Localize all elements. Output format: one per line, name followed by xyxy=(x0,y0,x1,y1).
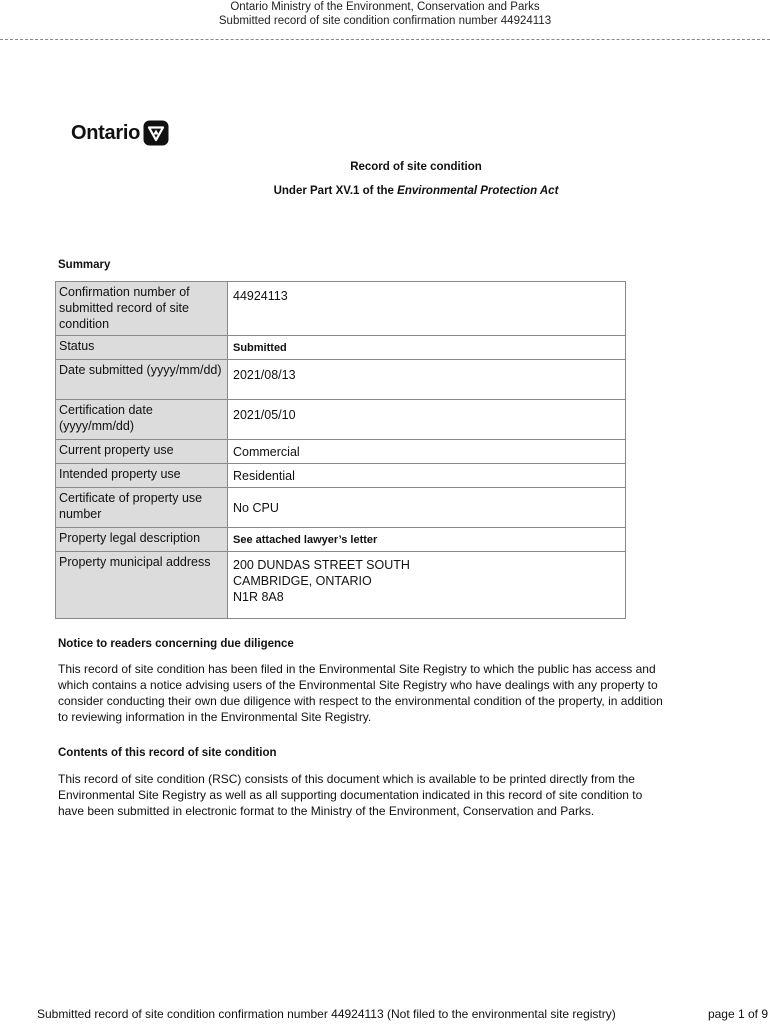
subtitle-act: Environmental Protection Act xyxy=(397,185,559,197)
address-line: CAMBRIDGE, ONTARIO xyxy=(233,574,372,588)
header-confirmation: Submitted record of site condition confirmation number 44924113 xyxy=(218,15,552,27)
contents-body: This record of site condition (RSC) consists of this document which is available to be printed directly from the Environmental Site Registry as well as all supporting documentation indicated in this record of site condition to have been submitted in electronic format to the Ministry of the Environment, Conservation and Parks. xyxy=(58,772,643,818)
table-row xyxy=(56,552,626,619)
row-label: Property municipal address xyxy=(56,552,228,619)
logo-wordmark: Ontario xyxy=(71,121,141,144)
table-row xyxy=(56,282,626,336)
row-value: 2021/05/10 xyxy=(228,400,626,440)
row-label: Confirmation number of submitted record of site condition xyxy=(56,282,228,336)
row-value: Commercial xyxy=(228,440,626,464)
row-label: Status xyxy=(56,336,228,360)
row-label: Property legal description xyxy=(56,528,228,552)
row-value: 44924113 xyxy=(228,282,626,336)
subtitle-prefix: Under Part XV.1 of the xyxy=(273,185,398,197)
notice-heading: Notice to readers concerning due diligence xyxy=(58,638,294,650)
row-label: Intended property use xyxy=(56,464,228,488)
table-row xyxy=(56,440,626,464)
table-row xyxy=(56,488,626,528)
contents-heading: Contents of this record of site condition xyxy=(58,747,277,759)
row-label: Certification date (yyyy/mm/dd) xyxy=(56,400,228,440)
row-value: No CPU xyxy=(228,488,626,528)
row-label: Certificate of property use number xyxy=(56,488,228,528)
page-number: page 1 of 9 xyxy=(707,1007,768,1021)
table-row xyxy=(56,528,626,552)
row-value: 2021/08/13 xyxy=(228,360,626,400)
summary-heading: Summary xyxy=(58,259,111,271)
header-divider xyxy=(0,39,770,40)
page-footer: Submitted record of site condition confirmation number 44924113 (Not filed to the environmental site registry) xyxy=(37,1007,616,1021)
row-value: See attached lawyer’s letter xyxy=(228,528,626,552)
row-value: Residential xyxy=(228,464,626,488)
summary-table xyxy=(55,281,626,619)
address-line: 200 DUNDAS STREET SOUTH xyxy=(233,558,410,572)
document-title: Record of site condition xyxy=(350,161,482,173)
status-value: Submitted xyxy=(228,336,626,360)
table-row xyxy=(56,360,626,400)
address-value xyxy=(228,552,626,619)
table-row xyxy=(56,336,626,360)
trillium-icon xyxy=(143,120,169,146)
document-subtitle xyxy=(0,185,770,197)
address-line: N1R 8A8 xyxy=(233,590,284,604)
table-row xyxy=(56,464,626,488)
notice-body: This record of site condition has been filed in the Environmental Site Registry to which the public has access and which contains a notice advising users of the Environmental Site Registry who have dealings with any property to consider conducting their own due diligence with respect to the environmental condition of the property, in addition to reviewing information in the Environmental Site Registry. xyxy=(58,662,663,724)
header-ministry: Ontario Ministry of the Environment, Conservation and Parks xyxy=(230,1,540,13)
row-label: Current property use xyxy=(56,440,228,464)
table-row xyxy=(56,400,626,440)
ontario-logo xyxy=(71,120,169,146)
row-label: Date submitted (yyyy/mm/dd) xyxy=(56,360,228,400)
page-header xyxy=(0,0,770,28)
